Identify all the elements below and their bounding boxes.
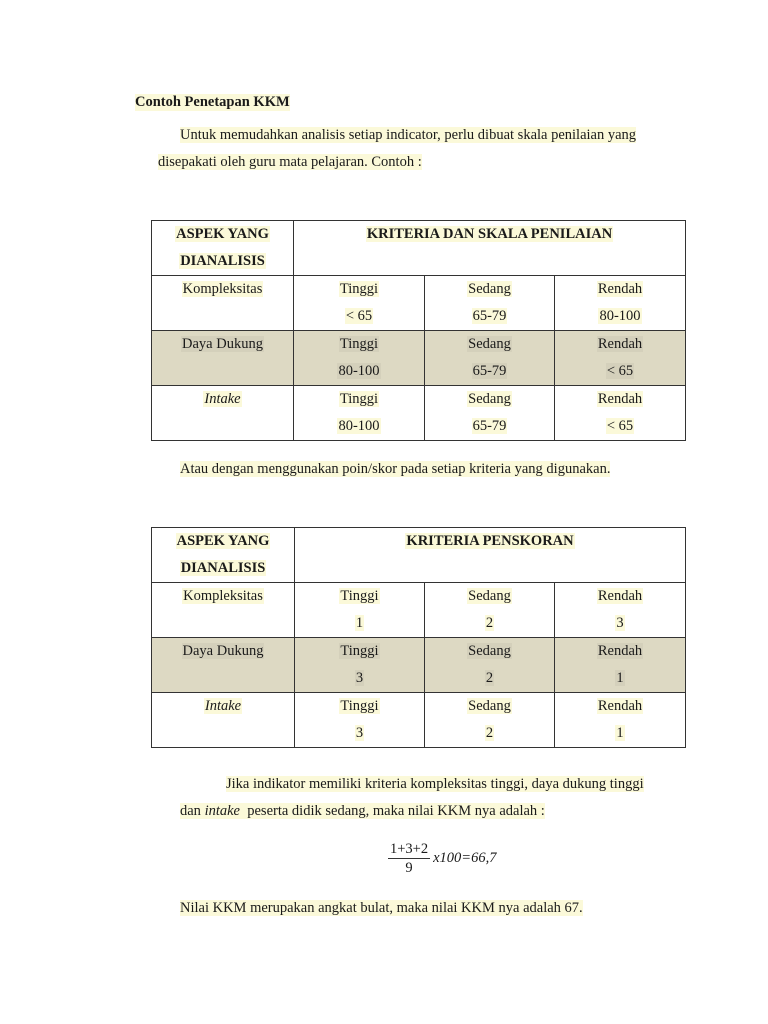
aspect-cell: Daya Dukung	[152, 331, 294, 386]
score-cell: Rendah 1	[555, 693, 686, 748]
score-cell: Sedang 2	[425, 583, 555, 638]
middle-text: Atau dengan menggunakan poin/skor pada setiap kriteria yang digunakan.	[180, 461, 611, 477]
table-row	[152, 386, 686, 441]
formula-denominator: 9	[405, 860, 413, 876]
table-row	[152, 583, 686, 638]
formula-numerator: 1+3+2	[390, 841, 429, 857]
scoring-table	[151, 527, 686, 748]
conclusion-line-1: Jika indikator memiliki kriteria kompleksitas tinggi, daya dukung tinggi	[226, 776, 644, 792]
page-heading: Contoh Penetapan KKM	[135, 94, 290, 110]
score-cell: Tinggi 1	[295, 583, 425, 638]
table-header-row	[152, 528, 686, 583]
header-criteria: KRITERIA DAN SKALA PENILAIAN	[294, 221, 686, 276]
formula-fraction	[388, 840, 430, 877]
aspect-cell: Intake	[152, 693, 295, 748]
criteria-cell: Tinggi 80-100	[294, 331, 425, 386]
score-cell: Tinggi 3	[295, 638, 425, 693]
final-text: Nilai KKM merupakan angkat bulat, maka nilai KKM nya adalah 67.	[180, 900, 583, 916]
criteria-cell: Rendah < 65	[555, 386, 686, 441]
aspect-cell: Kompleksitas	[152, 276, 294, 331]
formula-result: x100=66,7	[433, 850, 497, 866]
aspect-cell: Intake	[152, 386, 294, 441]
kkm-formula	[388, 840, 496, 877]
aspect-cell: Daya Dukung	[152, 638, 295, 693]
table-row	[152, 638, 686, 693]
conclusion-line-2: dan intake peserta didik sedang, maka nilai KKM nya adalah :	[180, 803, 545, 819]
criteria-cell: Rendah < 65	[555, 331, 686, 386]
table-header-row	[152, 221, 686, 276]
table-row	[152, 693, 686, 748]
score-cell: Tinggi 3	[295, 693, 425, 748]
score-cell: Rendah 3	[555, 583, 686, 638]
table-row	[152, 276, 686, 331]
intro-line-1: Untuk memudahkan analisis setiap indicator, perlu dibuat skala penilaian yang	[180, 127, 637, 143]
score-cell: Sedang 2	[425, 693, 555, 748]
score-cell: Rendah 1	[555, 638, 686, 693]
score-cell: Sedang 2	[425, 638, 555, 693]
criteria-cell: Sedang 65-79	[425, 386, 555, 441]
criteria-cell: Tinggi 80-100	[294, 386, 425, 441]
criteria-cell: Sedang 65-79	[425, 331, 555, 386]
aspect-cell: Kompleksitas	[152, 583, 295, 638]
criteria-cell: Sedang 65-79	[425, 276, 555, 331]
intro-line-2: disepakati oleh guru mata pelajaran. Contoh :	[158, 154, 422, 170]
criteria-cell: Tinggi < 65	[294, 276, 425, 331]
table-row	[152, 331, 686, 386]
criteria-scale-table	[151, 220, 686, 441]
criteria-cell: Rendah 80-100	[555, 276, 686, 331]
header-criteria: KRITERIA PENSKORAN	[295, 528, 686, 583]
header-aspect: ASPEK YANG DIANALISIS	[152, 221, 294, 276]
header-aspect: ASPEK YANG DIANALISIS	[152, 528, 295, 583]
